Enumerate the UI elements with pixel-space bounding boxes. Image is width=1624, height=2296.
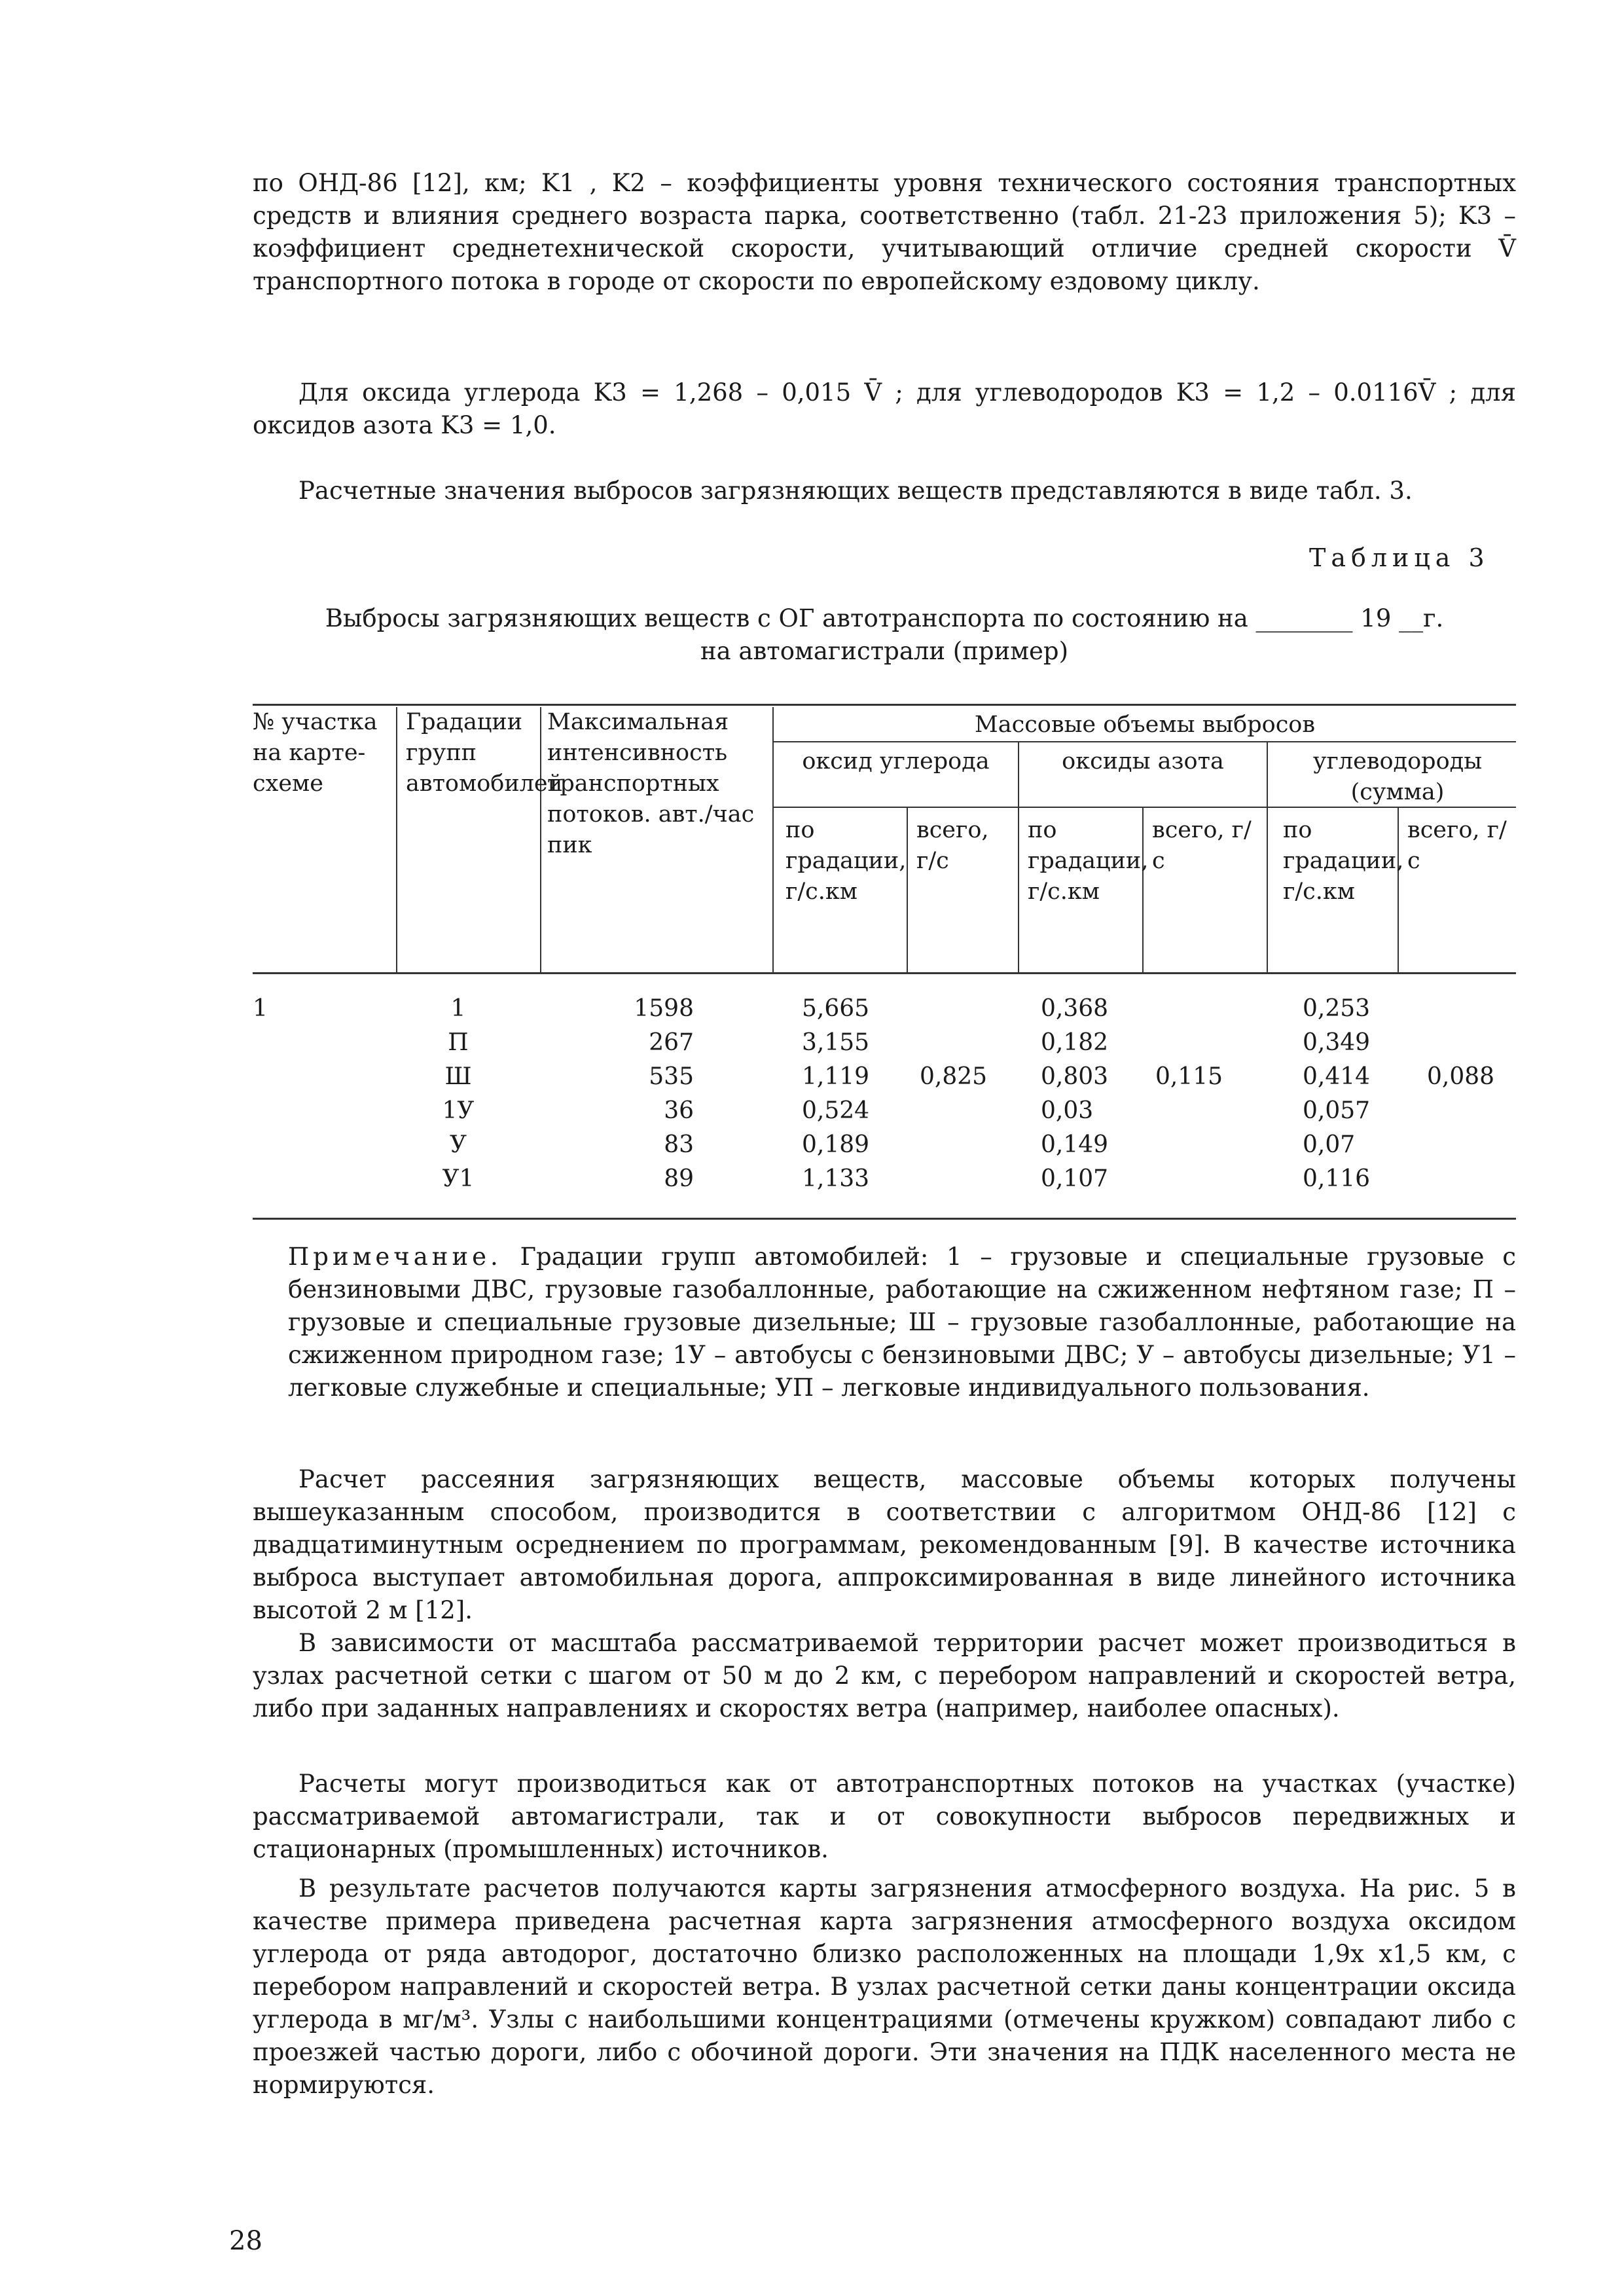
cell-group: 1 bbox=[450, 995, 466, 1022]
cell-intensity: 267 bbox=[649, 1029, 694, 1056]
cell-hc: 0,07 bbox=[1303, 1131, 1356, 1158]
header-hc-by-grade: по градации, г/с.км bbox=[1283, 817, 1404, 905]
header-intensity: Максимальная интенсивность транспортных потоков. авт./час пик bbox=[547, 709, 755, 858]
cell-co-total: 0,825 bbox=[920, 1063, 988, 1090]
cell-co: 3,155 bbox=[802, 1029, 870, 1056]
note-heading: Примечание. bbox=[288, 1243, 502, 1271]
header-co-by-grade: по градации, г/с.км bbox=[785, 817, 907, 905]
cell-hc: 0,116 bbox=[1303, 1165, 1371, 1192]
header-mass: Массовые объемы выбросов bbox=[974, 712, 1316, 738]
header-co-total: всего, г/с bbox=[916, 817, 989, 874]
cell-co: 1,119 bbox=[802, 1063, 870, 1090]
table-vline bbox=[396, 707, 397, 972]
cell-hc: 0,349 bbox=[1303, 1029, 1371, 1056]
cell-intensity: 535 bbox=[649, 1063, 694, 1090]
table-vline bbox=[540, 707, 541, 972]
cell-hc: 0,057 bbox=[1303, 1097, 1371, 1124]
header-section: № участка на карте-схеме bbox=[253, 709, 378, 797]
paragraph-dispersion: Расчет рассеяния загрязняющих веществ, массовые объемы которых получены вышеуказанным способом, производится в соответствии с алгоритмом ОНД-86 [12] с двадцатиминутным осреднением по программам, рекомендованным [9]. В качестве источника выброса выступает автомобильная дорога, аппроксимированная в виде линейного источника высотой 2 м [12]. bbox=[253, 1465, 1516, 1624]
cell-nox: 0,107 bbox=[1041, 1165, 1109, 1192]
header-group: Градации групп автомобилей bbox=[406, 709, 563, 797]
paragraph-grid: В зависимости от масштаба рассматриваемой территории расчет может производиться в узлах расчетной сетки с шагом от 50 м до 2 км, с перебором направлений и скоростей ветра, либо при заданных направлениях и скоростях ветра (например, наиболее опасных). bbox=[253, 1629, 1516, 1722]
cell-co: 0,524 bbox=[802, 1097, 870, 1124]
cell-intensity: 1598 bbox=[634, 995, 694, 1022]
cell-group: У1 bbox=[442, 1165, 475, 1192]
page-number: 28 bbox=[229, 2226, 262, 2256]
cell-nox-total: 0,115 bbox=[1155, 1063, 1223, 1090]
cell-hc-total: 0,088 bbox=[1427, 1063, 1495, 1090]
cell-co: 5,665 bbox=[802, 995, 870, 1022]
cell-group: П bbox=[448, 1029, 469, 1056]
paragraph-k3-values: Для оксида углерода K3 = 1,268 – 0,015 V̄ ; для углеводородов K3 = 1,2 – 0.0116V̄ ; для оксидов азота K3 = 1,0. bbox=[253, 378, 1516, 439]
table-label: Таблица 3 bbox=[1309, 543, 1490, 572]
cell-intensity: 83 bbox=[664, 1131, 694, 1158]
table-header-rule bbox=[253, 972, 1516, 974]
table-note bbox=[288, 1241, 1516, 1404]
table-vline bbox=[907, 808, 908, 972]
table-vline bbox=[1267, 742, 1268, 972]
paragraph-sources: Расчеты могут производиться как от автотранспортных потоков на участках (участке) рассматриваемой автомагистрали, так и от совокупности выбросов передвижных и стационарных (промышленных) источников. bbox=[253, 1770, 1516, 1863]
cell-nox: 0,803 bbox=[1041, 1063, 1109, 1090]
table-vline bbox=[1398, 808, 1399, 972]
header-hc-total: всего, г/с bbox=[1407, 817, 1507, 874]
header-nox: оксиды азота bbox=[1062, 748, 1224, 774]
table-bottom-rule bbox=[253, 1218, 1516, 1220]
cell-group: 1У bbox=[442, 1097, 475, 1124]
cell-group: Ш bbox=[444, 1063, 472, 1090]
cell-hc: 0,414 bbox=[1303, 1063, 1371, 1090]
header-nox-by-grade: по градации, г/с.км bbox=[1028, 817, 1149, 905]
cell-nox: 0,03 bbox=[1041, 1097, 1094, 1124]
header-nox-total: всего, г/с bbox=[1152, 817, 1252, 874]
cell-nox: 0,368 bbox=[1041, 995, 1109, 1022]
table-caption-line2: на автомагистрали (пример) bbox=[700, 637, 1069, 665]
header-co: оксид углерода bbox=[802, 748, 990, 774]
header-hc: углеводороды (сумма) bbox=[1312, 748, 1483, 805]
cell-intensity: 36 bbox=[664, 1097, 694, 1124]
table-top-rule bbox=[253, 704, 1516, 706]
paragraph-coefficients: по ОНД-86 [12], км; K1 , K2 – коэффициенты уровня технического состояния транспортных средств и влияния среднего возраста парка, соответственно (табл. 21-23 приложения 5); K3 – коэффициент среднетехнической скорости, учитывающий отличие средней скорости V̄ транспортного потока в городе от скорости по европейскому ездовому циклу. bbox=[253, 169, 1516, 295]
cell-nox: 0,149 bbox=[1041, 1131, 1109, 1158]
table-caption bbox=[253, 602, 1516, 668]
cell-group: У bbox=[449, 1131, 467, 1158]
table-caption-line1: Выбросы загрязняющих веществ с ОГ автотранспорта по состоянию на ________ 19 __г. bbox=[325, 604, 1444, 632]
cell-section-number: 1 bbox=[253, 995, 268, 1022]
cell-intensity: 89 bbox=[664, 1165, 694, 1192]
cell-hc: 0,253 bbox=[1303, 995, 1371, 1022]
cell-co: 1,133 bbox=[802, 1165, 870, 1192]
note-text: Градации групп автомобилей: 1 – грузовые и специальные грузовые с бензиновыми ДВС, грузовые газобаллонные, работающие на сжиженном нефтяном газе; П – грузовые и специальные грузовые дизельные; Ш – грузовые газобаллонные, работающие на сжиженном природном газе; 1У – автобусы с бензиновыми ДВС; У – автобусы дизельные; У1 – легковые служебные и специальные; УП – легковые индивидуального пользования. bbox=[288, 1243, 1516, 1402]
table-hline bbox=[774, 741, 1516, 742]
table-vline bbox=[1142, 808, 1144, 972]
paragraph-table-intro: Расчетные значения выбросов загрязняющих веществ представляются в виде табл. 3. bbox=[298, 477, 1413, 505]
cell-co: 0,189 bbox=[802, 1131, 870, 1158]
paragraph-results: В результате расчетов получаются карты загрязнения атмосферного воздуха. На рис. 5 в качестве примера приведена расчетная карта загрязнения атмосферного воздуха оксидом углерода от ряда автодорог, достаточно близко расположенных на площади 1,9х х1,5 км, с перебором направлений и скоростей ветра. В узлах расчетной сетки даны концентрации оксида углерода в мг/м³. Узлы с наибольшими концентрациями (отмечены кружком) совпадают либо с проезжей частью дороги, либо с обочиной дороги. Эти значения на ПДК населенного места не нормируются. bbox=[253, 1874, 1516, 2099]
cell-nox: 0,182 bbox=[1041, 1029, 1109, 1056]
